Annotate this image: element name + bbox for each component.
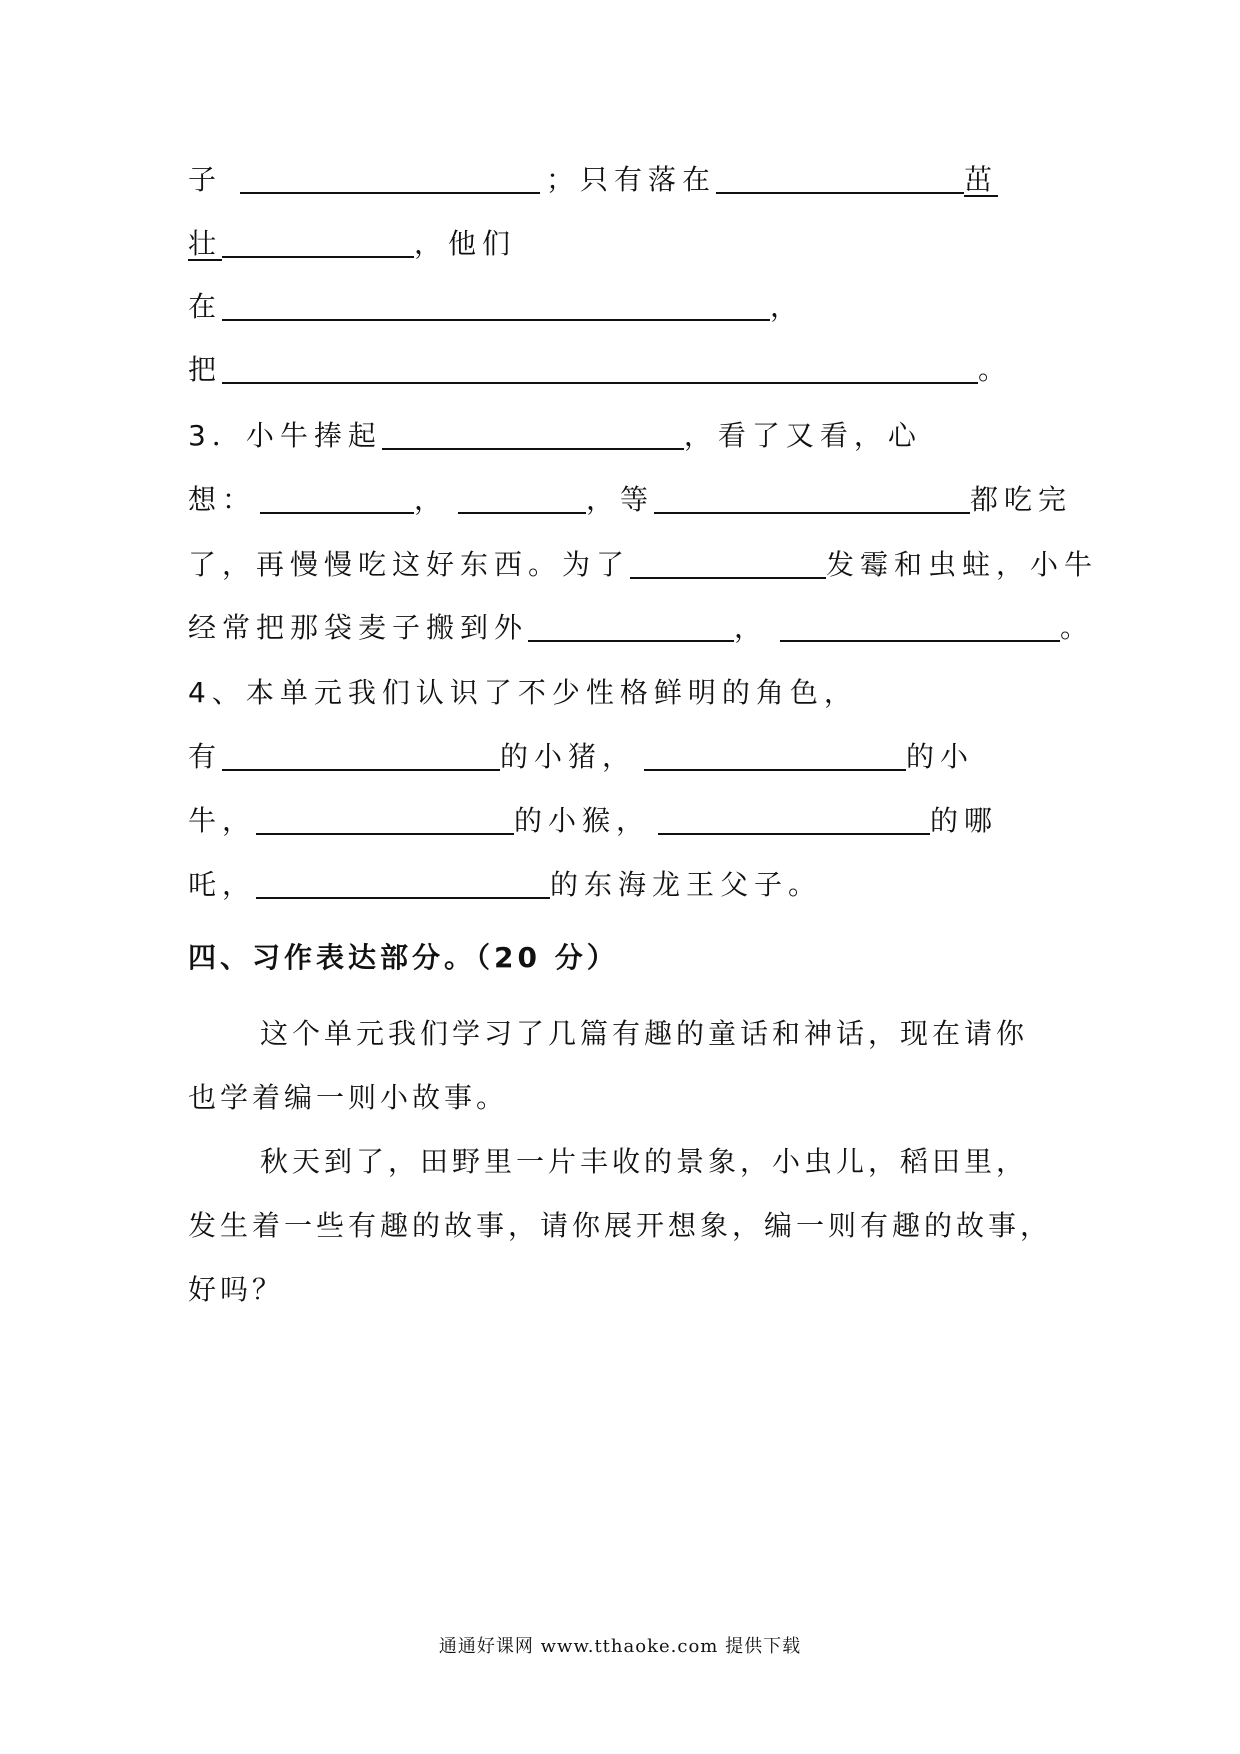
fill-line-4 [188,350,1012,390]
text: 的小 [906,740,975,773]
text: 。 [978,353,1013,386]
text: 吒， [188,868,257,901]
text: ， [414,483,449,516]
text: 4、本单元我们认识了不少性格鲜明的角色， [188,676,858,709]
answer-blank[interactable] [716,186,964,194]
fill-line-1 [188,160,998,200]
fill-line-12 [188,865,822,905]
text: ；只有落在 [546,163,717,196]
text: 的小猴， [514,804,651,837]
fill-line-11 [188,801,998,841]
text: 想： [188,483,257,516]
text: 的东海龙王父子。 [550,868,823,901]
text: ，看了又看，心 [683,419,922,452]
answer-blank[interactable] [780,634,1060,642]
text: ，他们 [414,227,517,260]
text: 经常把那袋麦子搬到外 [188,611,529,644]
text: 的哪 [930,804,999,837]
text: 了，再慢慢吃这好东西。为了 [188,548,631,581]
answer-blank[interactable] [222,376,978,384]
fill-line-5 [188,416,922,456]
answer-blank[interactable] [240,186,540,194]
text: 牛， [188,804,257,837]
answer-blank[interactable] [382,442,684,450]
answer-blank[interactable] [256,891,550,899]
section-heading: 四、习作表达部分。（20 分） [188,941,619,974]
fill-line-10 [188,737,974,777]
fill-line-6 [188,480,1072,520]
page-footer: 通通好课网 www.tthaoke.com 提供下载 [438,1636,802,1657]
answer-blank[interactable] [222,763,500,771]
text: 发霉和虫蛀，小牛 [826,548,1099,581]
text: 茁 [964,163,999,196]
answer-blank[interactable] [658,827,930,835]
fill-line-2 [188,224,516,264]
text: 子 [188,163,223,196]
answer-blank[interactable] [458,506,586,514]
text: 有 [188,740,223,773]
writing-prompt-paragraph: 秋天到了，田野里一片丰收的景象，小虫儿，稻田里，发生着一些有趣的故事，请你展开想象，编一则有趣的故事，好吗？ [188,1145,1053,1306]
answer-blank[interactable] [528,634,734,642]
text: 都吃完 [970,483,1073,516]
text: 。 [1060,611,1095,644]
answer-blank[interactable] [644,763,906,771]
text: 把 [188,353,223,386]
text: ，等 [586,483,655,516]
fill-line-7 [188,545,1098,585]
fill-line-3 [188,287,804,327]
text: 在 [188,290,223,323]
fill-line-9 [188,673,858,713]
writing-prompt-paragraph: 这个单元我们学习了几篇有趣的童话和神话，现在请你也学着编一则小故事。 [188,1017,1029,1114]
answer-blank[interactable] [630,571,826,579]
answer-blank[interactable] [654,506,970,514]
fill-line-8 [188,608,1094,648]
answer-blank[interactable] [256,827,514,835]
text: 的小猪， [500,740,637,773]
text: 3．小牛捧起 [188,419,382,452]
text: ， [770,290,805,323]
text: ， [734,611,769,644]
answer-blank[interactable] [222,250,414,258]
answer-blank[interactable] [222,313,770,321]
answer-blank[interactable] [260,506,414,514]
text: 壮 [188,227,223,260]
